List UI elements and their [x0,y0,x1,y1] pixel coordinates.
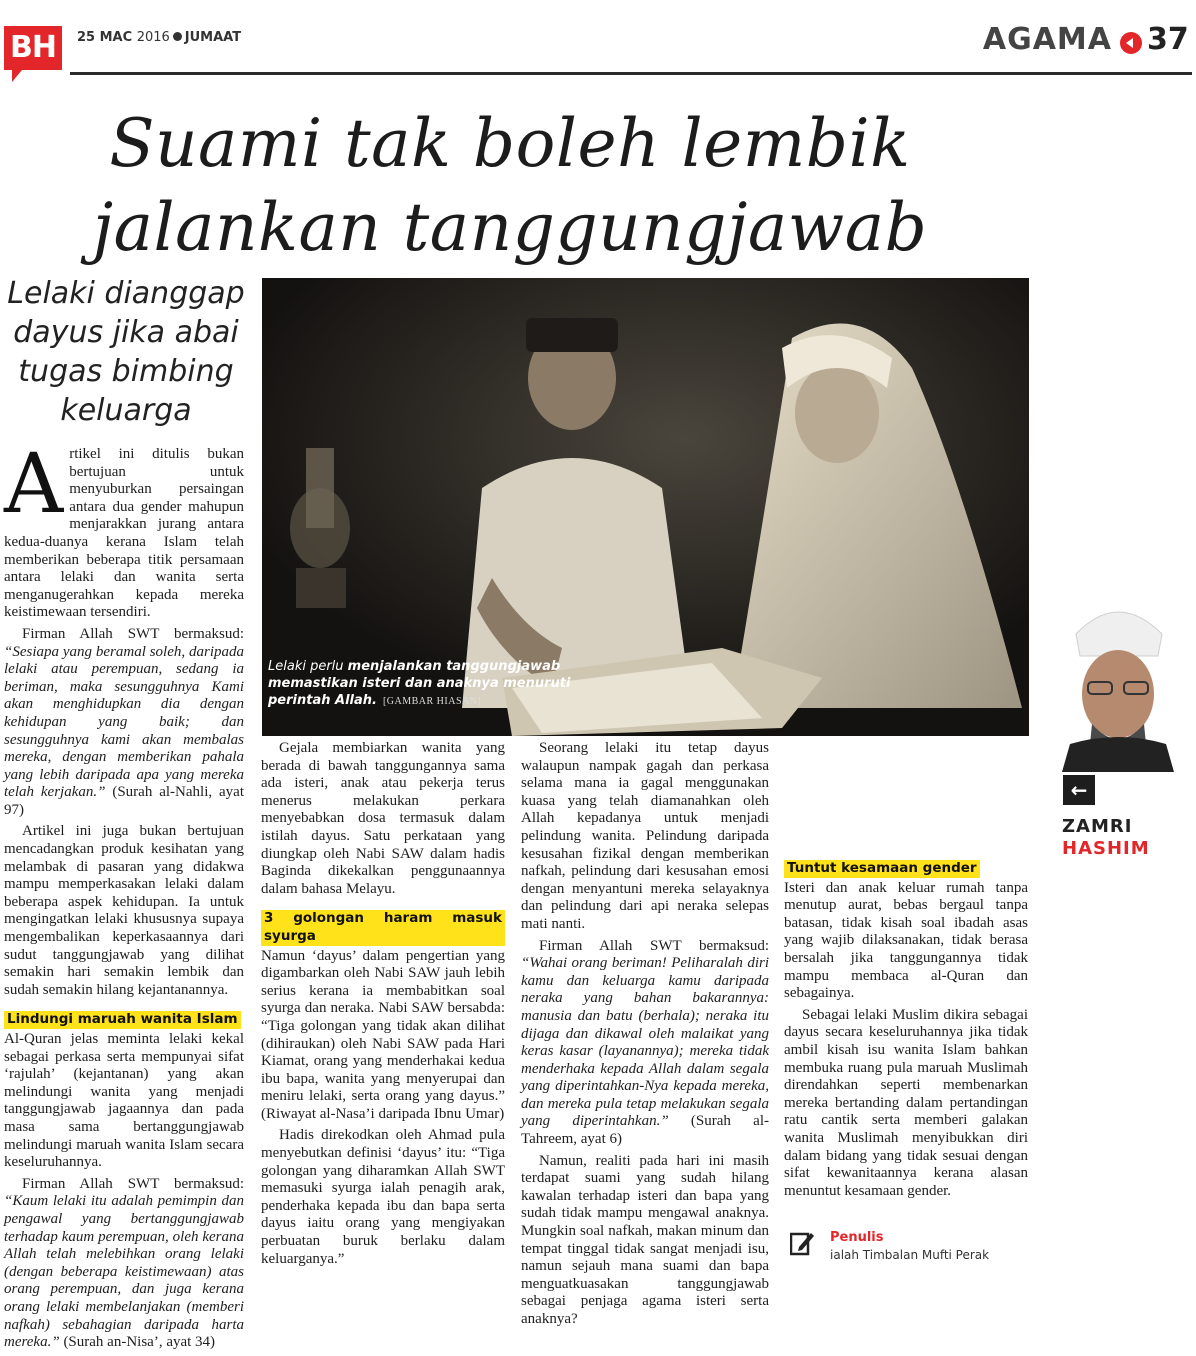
masthead-rule [70,72,1192,75]
drop-cap: A [4,437,64,532]
quote-intro: Firman Allah SWT bermaksud: [22,1175,244,1192]
author-portrait-illustration [1062,594,1174,772]
headline-line-2: jalankan tanggungjawab [92,189,928,266]
paragraph [4,1176,244,1352]
photo-credit: [GAMBAR HIASAN] [382,696,482,707]
paragraph [4,626,244,820]
separator-dot-icon [173,32,182,41]
dateline [77,30,241,45]
paragraph: Hadis direkodkan oleh Ahmad pula menyebutkan definisi ‘dayus’ itu: “Tiga golongan yang diharamkan Allah SWT memasuki syurga ialah penagih arak, penderhaka kepada ibu dan bapa serta dayus iaitu orang yang mengiyakan perbuatan buruk berlaku dalam keluarganya.” [261,1127,505,1267]
quote-text: “Sesiapa yang beramal soleh, daripada lelaki atau perempuan, sedang ia beriman, maka sesungguhnya Kami akan menghidupkan dia dengan kehidupan yang baik; dan sesungguhnya kami akan membalas mereka, dengan memberikan pahala yang lebih daripada apa yang mereka telah kerjakan.” [4,643,244,801]
article-column-2 [261,740,505,1272]
article-column-4 [784,740,1028,1204]
paragraph-text: rtikel ini ditulis bukan bertujuan untuk menyuburkan persaingan antara dua gender mahupun menjarakkan jurang antara kedua-duanya kerana Islam telah memberikan beberapa titik persamaan antara lelaki dan wanita serta menganugerahkan kepada mereka keistimewaan tersendiri. [4,446,244,621]
back-arrow-icon: ← [1063,775,1095,805]
headline-line-1: Suami tak boleh lembik [109,105,911,182]
quote-text: “Wahai orang beriman! Peliharalah diri kamu dan keluarga kamu daripada neraka yang bahan bakarannya: manusia dan batu (berhala); neraka itu dijaga dan dikawal oleh malaikat yang keras kasar (layanannya); mereka tidak menderhaka kepada Allah dalam segala yang diperintahkan-Nya kepada mereka, dan mereka pula tetap melakukan segala yang diperintahkan.” [521,955,769,1130]
writer-description: ialah Timbalan Mufti Perak [830,1248,990,1262]
caption-bold: menjalankan tanggungjawab memastikan isteri dan anaknya menuruti perintah Allah. [268,659,571,708]
quote-intro: Firman Allah SWT bermaksud: [22,625,244,642]
page-arrow-icon [1120,32,1142,54]
quote-reference: (Surah an-Nisa’, ayat 34) [59,1334,216,1351]
paragraph: Sebagai lelaki Muslim dikira sebagai dayus secara keseluruhannya jika tidak ambil kisah isu wanita Islam bahkan membuka ruang pula maruah Muslimah direndahkan seperti membenarkan mereka bertanding dalam pertandingan ratu cantik serta memberi galakan wanita Muslimah menyibukkan diri dalam bidang yang tidak sesuai dengan sifat kewanitaannya kerana alasan menuntut kesamaan gender. [784,1006,1028,1199]
paragraph [4,437,244,622]
author-last-name: HASHIM [1062,838,1150,859]
page-number: 37 [1147,22,1189,57]
article-column-1 [4,437,244,1356]
headline [60,102,960,270]
paragraph: Isteri dan anak keluar rumah tanpa menutup aurat, bebas bergaul tanpa batasan, tidak kisah soal ibadah asas yang wajib dilaksanakan, tidak berasa bersalah jika tanggungannya tidak mampu membaca al-Quran dan sebagainya. [784,879,1028,1002]
paragraph: Al-Quran jelas meminta lelaki kekal sebagai perkasa serta mempunyai sifat ‘rajulah’ (kejantanan) yang akan melindungi wanita yang menjadi tanggungjawab jagaannya dan pada masa sama bertanggungjawab melindungi maruah wanita Islam secara keseluruhannya. [4,1031,244,1171]
author-photo [1062,594,1174,772]
standfirst: Lelaki dianggap dayus jika abai tugas bimbing keluarga [7,276,245,428]
subheading: 3 golongan haram masuk syurga [261,910,505,945]
paragraph: Seorang lelaki itu tetap dayus walaupun nampak gagah dan perkasa selama mana ia gagal menggunakan kuasa yang telah diamanahkan oleh Allah kepadanya untuk menjadi pelindung wanita. Pelindung daripada kesusahan fizikal dengan memberikan nafkah, pelindung dari kesusahan emosi dengan menyantuni mereka selayaknya dan pelindung dari api neraka selepas mati nanti. [521,740,769,932]
subheading: Tuntut kesamaan gender [784,860,980,878]
bh-logo: BH [4,26,62,70]
paragraph [521,938,769,1149]
issue-year: 2016 [136,30,170,45]
quote-intro: Firman Allah SWT bermaksud: [539,937,769,954]
issue-date: 25 MAC [77,30,133,45]
quote-reference: (Surah al-Tahreem, ayat 6) [521,1113,770,1148]
issue-day: JUMAAT [184,30,242,45]
writer-label: Penulis [830,1230,884,1245]
quote-text: “Kaum lelaki itu adalah pemimpin dan pengawal yang bertanggungjawab terhadap kaum perempuan, oleh kerana Allah telah melebihkan orang lelaki (dengan beberapa keistimewaan) atas orang perempuan, dan juga kerana orang lelaki membelanjakan (memberi nafkah) sebahagian daripada harta mereka.” [4,1193,244,1351]
author-first-name: ZAMRI [1062,816,1133,837]
paragraph: Artikel ini juga bukan bertujuan mencadangkan produk kesihatan yang melambak di pasaran yang didakwa mampu memperkasakan lelaki dalam beberapa aspek kehidupan. Ia untuk mengingatkan lelaki khususnya supaya mengembalikan keperkasaannya dari sudut tanggungjawab yang dilihat semakin hari semakin lembik dan sudah semakin hilang kejantanannya. [4,823,244,998]
section-name: AGAMA [982,22,1112,57]
caption-lead: Lelaki perlu [268,659,348,674]
paragraph: Namun ‘dayus’ dalam pengertian yang digambarkan oleh Nabi SAW jauh lebih serius kerana ia membabitkan soal syurga dan neraka. Nabi SAW bersabda: “Tiga golongan yang tidak akan dilihat (dihiraukan) oleh Nabi SAW pada Hari Kiamat, orang yang menderhakai kedua ibu bapa, wanita yang menyerupai dan meniru lelaki, serta orang yang dayus.” (Riwayat al-Nasa’i daripada Ibnu Umar) [261,947,505,1122]
photo-caption [268,658,598,710]
subheading: Lindungi maruah wanita Islam [4,1011,241,1029]
paragraph: Namun, realiti pada hari ini masih terdapat suami yang sudah hilang kawalan terhadap isteri dan bapa yang sudah tidak mampu mengawal anaknya. Mungkin soal nafkah, makan minum dan tempat tinggal tidak sangat menjadi isu, namun sejauh mana suami dan bapa menguatkuasakan tanggungjawab sebagai penjaga agama isteri serta anaknya? [521,1152,769,1327]
pencil-note-icon [790,1230,814,1256]
article-column-3 [521,740,769,1333]
paragraph: Gejala membiarkan wanita yang berada di bawah tanggungannya sama ada isteri, anak atau pekerja terus menerus melakukan perkara menyebabkan dosa termasuk dalam istilah dayus. Satu perkataan yang diungkap oleh Nabi SAW dalam hadis Baginda dikekalkan penggunaannya dalam bahasa Melayu. [261,740,505,897]
logo-tail-shape [12,70,22,82]
quote-reference: (Surah al-Nahli, ayat 97) [4,784,244,818]
